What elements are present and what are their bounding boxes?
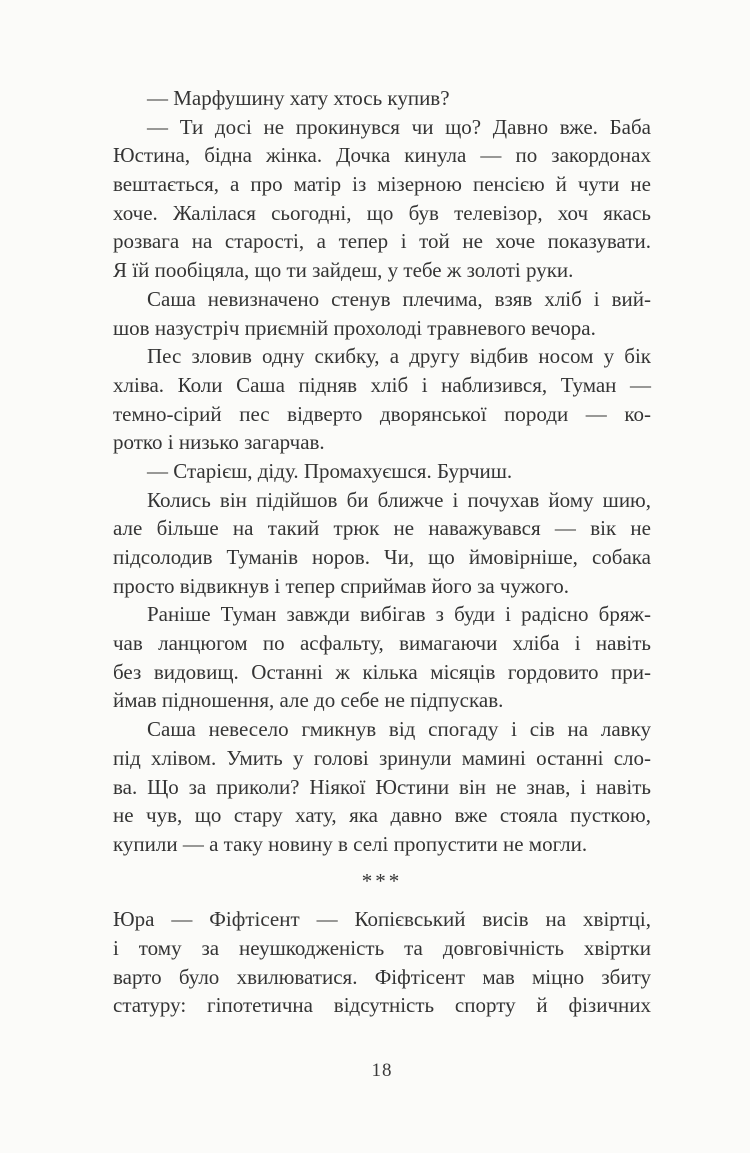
text-line: просто відвикнув і тепер сприймав його за чужого. bbox=[113, 573, 570, 598]
text-line: Юстина, бідна жінка. Дочка кинула — по закордонах bbox=[113, 143, 651, 168]
text-line: купили — а таку новину в селі пропустити не могли. bbox=[113, 831, 588, 856]
text-line: Пес зловив одну скибку, а другу відбив носом у бік bbox=[147, 344, 651, 369]
paragraph bbox=[113, 342, 651, 457]
text-block bbox=[113, 84, 651, 1020]
text-line: ва. Що за приколи? Ніякої Юстини він не знав, і навіть bbox=[113, 774, 651, 799]
text-line: не чув, що стару хату, яка давно вже стояла пусткою, bbox=[113, 803, 651, 828]
paragraph bbox=[113, 715, 651, 858]
text-line: вештається, а про матір із мізерною пенсією й чути не bbox=[113, 172, 651, 197]
text-line: темно-сірий пес відверто дворянської породи — ко- bbox=[113, 401, 651, 426]
paragraph bbox=[113, 84, 651, 113]
page-number: 18 bbox=[371, 1060, 393, 1081]
text-line: чав ланцюгом по асфальту, вимагаючи хліба і навіть bbox=[113, 631, 651, 656]
text-line: шов назустріч приємній прохолоді травневого вечора. bbox=[113, 315, 596, 340]
paragraph bbox=[113, 600, 651, 715]
text-line: Саша невесело гмикнув від спогаду і сів на лавку bbox=[147, 717, 651, 742]
text-line: хліва. Коли Саша підняв хліб і наблизився, Туман — bbox=[113, 372, 651, 397]
text-line: хоче. Жалілася сьогодні, що був телевізор, хоч якась bbox=[113, 200, 651, 225]
text-line: Юра — Фіфтісент — Копієвський висів на хвіртці, bbox=[113, 907, 651, 932]
text-line: Саша невизначено стенув плечима, взяв хліб і вий- bbox=[147, 286, 651, 311]
text-line: Раніше Туман завжди вибігав з буди і радісно бряж- bbox=[147, 602, 651, 627]
paragraph bbox=[113, 486, 651, 601]
text-line: підсолодив Туманів норов. Чи, що ймовірніше, собака bbox=[113, 545, 651, 569]
text-line: — Старієш, діду. Промахуєшся. Бурчиш. bbox=[147, 458, 513, 483]
text-line: статуру: гіпотетична відсутність спорту й фізичних bbox=[113, 993, 651, 1018]
text-line: без видовищ. Останні ж кілька місяців гордовито при- bbox=[113, 659, 651, 684]
text-line: — Марфушину хату хтось купив? bbox=[147, 86, 450, 110]
text-line: ротко і низько загарчав. bbox=[113, 430, 325, 455]
text-line: і тому за неушкодженість та довговічність хвіртки bbox=[113, 935, 651, 960]
section-break: *** bbox=[361, 868, 403, 893]
text-line: — Ти досі не прокинувся чи що? Давно вже. Баба bbox=[147, 114, 651, 139]
text-line: під хлівом. Умить у голові зринули мамині останні сло- bbox=[113, 745, 651, 770]
text-line: Колись він підійшов би ближче і почухав йому шию, bbox=[147, 487, 651, 512]
paragraph bbox=[113, 905, 651, 1020]
text-line: ймав підношення, але до себе не підпускав. bbox=[113, 688, 504, 713]
paragraph bbox=[113, 285, 651, 342]
text-line: Я їй пообіцяла, що ти зайдеш, у тебе ж золоті руки. bbox=[113, 258, 574, 283]
paragraph bbox=[113, 457, 651, 486]
text-line: розвага на старості, а тепер і той не хоче показувати. bbox=[113, 229, 651, 254]
paragraph bbox=[113, 113, 651, 285]
text-line: варто було хвилюватися. Фіфтісент мав міцно збиту bbox=[113, 964, 651, 989]
text-line: але більше на такий трюк не наважувався — вік не bbox=[113, 516, 651, 541]
